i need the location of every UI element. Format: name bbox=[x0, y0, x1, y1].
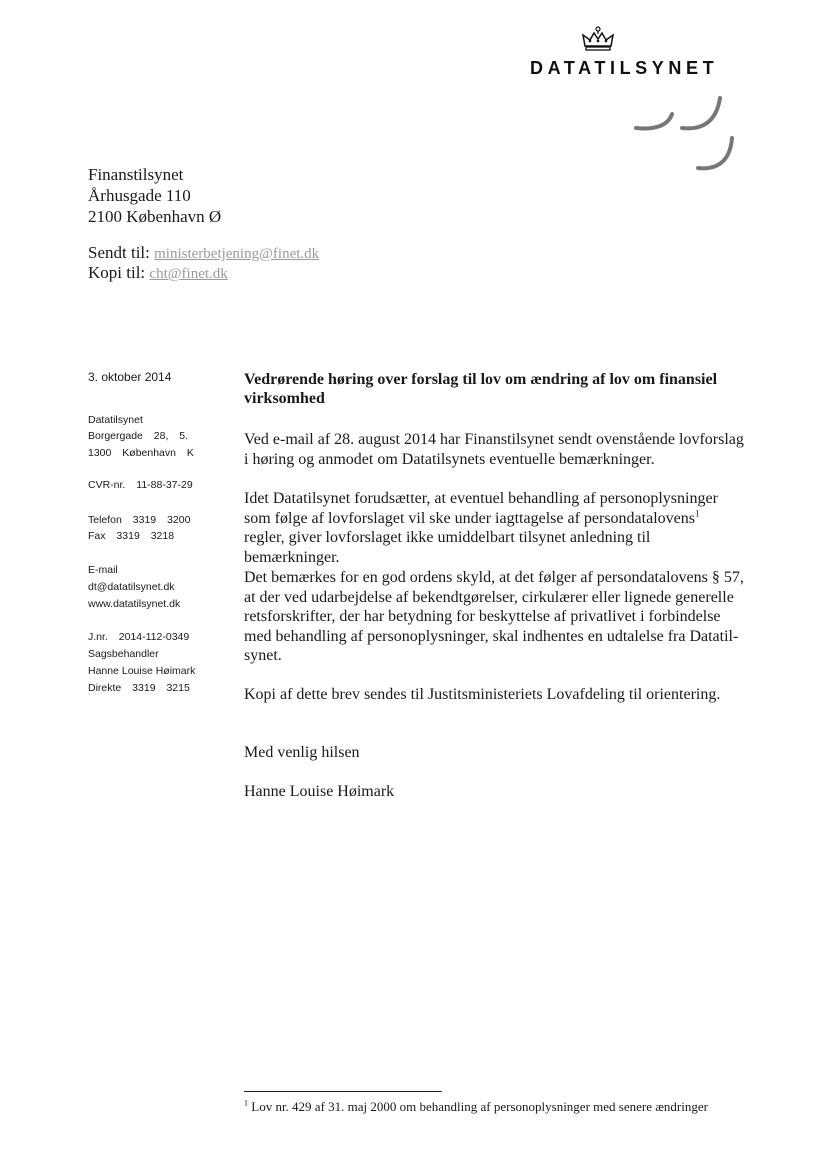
footnote bbox=[244, 1099, 708, 1115]
sidebar-address-line2 bbox=[88, 445, 194, 462]
copy-to-email-link[interactable]: cht@finet.dk bbox=[149, 266, 228, 282]
paragraph-2-part-a: Idet Datatilsynet forudsætter, at eventuel behandling af personoplysninger som følge af lovforslaget vil ske under iagttagelse af persondatalovens bbox=[244, 490, 718, 527]
crown-icon bbox=[580, 26, 616, 52]
footnote-divider bbox=[244, 1091, 442, 1092]
cvr-text: CVR-nr. 11-88-37-29 bbox=[88, 479, 193, 491]
paragraph-2-part-b: regler, giver lovforslaget ikke umiddelbart tilsynet anledning til bemærkninger. bbox=[244, 529, 651, 566]
sidebar-handler-name: Hanne Louise Høimark bbox=[88, 665, 196, 677]
sidebar-address-line1 bbox=[88, 428, 188, 445]
address-line2-text: 1300 København K bbox=[88, 447, 194, 459]
sidebar-jnr bbox=[88, 629, 189, 646]
sent-to-email-link[interactable]: ministerbetjening@finet.dk bbox=[154, 246, 320, 262]
footnote-number: 1 bbox=[244, 1098, 248, 1108]
address-line1-text: Borgergade 28, 5. bbox=[88, 430, 189, 442]
sidebar-cvr bbox=[88, 477, 193, 494]
sidebar-email[interactable]: dt@datatilsynet.dk bbox=[88, 581, 175, 593]
sent-to-label: Sendt til: bbox=[88, 243, 150, 262]
paragraph-4: Kopi af dette brev sendes til Justitsministeriets Lovafdeling til orientering. bbox=[244, 686, 721, 703]
handwritten-mark bbox=[626, 92, 746, 178]
jnr-text: J.nr. 2014-112-0349 bbox=[88, 631, 190, 643]
footnote-text: Lov nr. 429 af 31. maj 2000 om behandling af personoplysninger med senere ændringer bbox=[251, 1099, 708, 1114]
paragraph-2 bbox=[244, 489, 744, 567]
sidebar-web[interactable]: www.datatilsynet.dk bbox=[88, 598, 181, 610]
org-name: DATATILSYNET bbox=[530, 58, 719, 78]
signature: Hanne Louise Høimark bbox=[244, 783, 395, 800]
sidebar-org: Datatilsynet bbox=[88, 414, 143, 426]
recipient-name: Finanstilsynet bbox=[88, 165, 184, 184]
sidebar-direct bbox=[88, 680, 190, 697]
recipient-city: 2100 København Ø bbox=[88, 207, 222, 226]
footnote-ref: 1 bbox=[694, 508, 700, 519]
sidebar-phone bbox=[88, 512, 190, 529]
direct-text: Direkte 3319 3215 bbox=[88, 682, 190, 694]
sidebar-fax bbox=[88, 528, 174, 545]
copy-to-label: Kopi til: bbox=[88, 263, 146, 282]
closing: Med venlig hilsen bbox=[244, 744, 360, 761]
sidebar-email-label: E-mail bbox=[88, 564, 118, 576]
paragraph-1: Ved e-mail af 28. august 2014 har Finanstilsynet sendt ovenstående lovforslag i høring og anmodet om Datatilsynets eventuelle bemærkninger. bbox=[244, 431, 744, 468]
copy-to-line bbox=[88, 262, 228, 285]
letter-subject: Vedrørende høring over forslag til lov om ændring af lov om finansiel virksomhed bbox=[244, 371, 718, 407]
phone-text: Telefon 3319 3200 bbox=[88, 514, 191, 526]
paragraph-3: Det bemærkes for en god ordens skyld, at det følger af persondatalovens § 57, at der ved udarbejdelse af bekendtgørelser, cirkulærer eller lignede generelle retsforskrifter, der har betydning for beskyttelse af privatlivet i forbindelse med behandling af personoplysninger, skal indhentes en udtalelse fra Datatil-synet. bbox=[244, 569, 744, 664]
sidebar-handler-label: Sagsbehandler bbox=[88, 648, 159, 660]
letter-date: 3. oktober 2014 bbox=[88, 370, 172, 384]
recipient-street: Århusgade 110 bbox=[88, 186, 191, 205]
fax-text: Fax 3319 3218 bbox=[88, 530, 175, 542]
